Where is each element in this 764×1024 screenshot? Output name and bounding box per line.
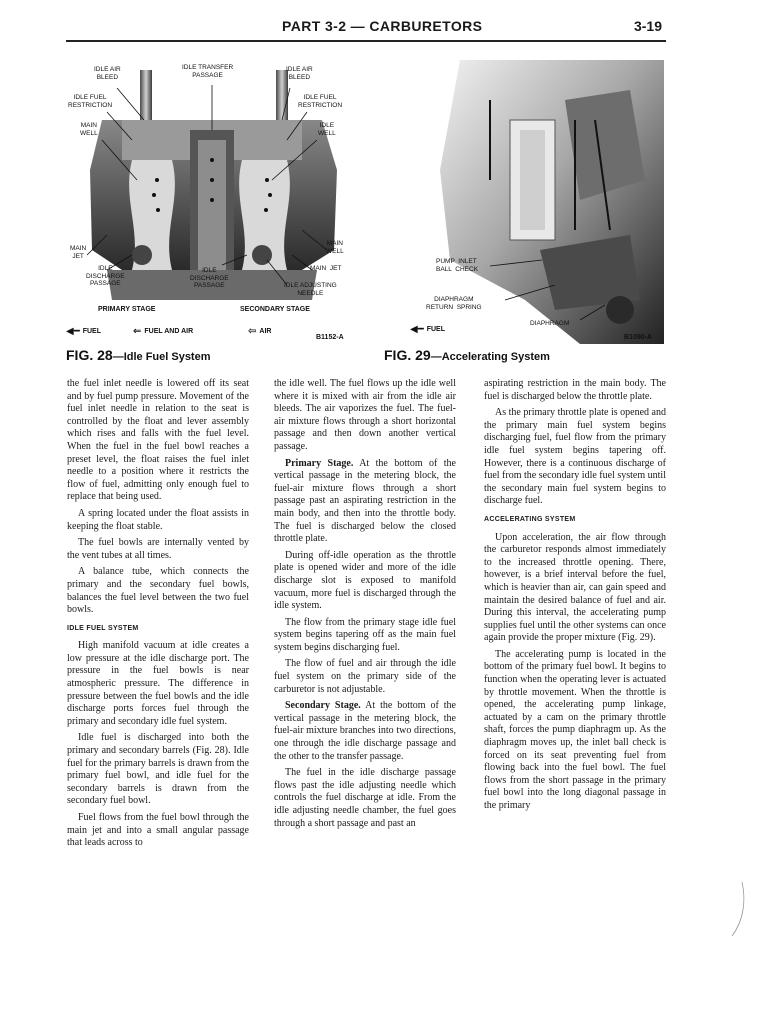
label-idle-transfer-passage: IDLE TRANSFER PASSAGE <box>182 64 234 79</box>
paragraph: aspirating restriction in the main body. The fuel is discharged below the throttle plate. <box>484 378 666 402</box>
paragraph-primary-stage: Primary Stage. At the bottom of the vertical passage in the metering block, the fuel-air mixture flows through a short passage past an aspirating restriction in the main body, and then into the throttle body. The fuel is discharged below the closed throttle plate. <box>274 457 456 545</box>
text-column-2 <box>274 378 456 834</box>
margin-pencil-mark <box>728 880 748 945</box>
fig28-code: B1152-A <box>316 334 344 341</box>
label-diaphragm-return-spring: DIAPHRAGM RETURN SPRING <box>426 296 482 311</box>
page-header <box>66 18 666 42</box>
paragraph: the idle well. The fuel flows up the idle well where it is mixed with air from the idle air bleeds. The air vaporizes the fuel. The fuel-air mixture flows through a short horizontal passage and then down another vertical passage. <box>274 378 456 452</box>
paragraph: The flow of fuel and air through the idle fuel system on the primary side of the carburetor is not adjustable. <box>274 658 456 695</box>
label-pump-inlet-ball-check: PUMP INLET BALL CHECK <box>436 258 479 273</box>
label-main-jet-left: MAIN JET <box>70 245 87 260</box>
fig28-legend-fuel: ◀━ FUEL <box>66 326 101 337</box>
label-primary-stage: PRIMARY STAGE <box>98 306 156 313</box>
label-main-well-left: MAIN WELL <box>80 122 98 137</box>
part-title: PART 3-2 — CARBURETORS <box>282 18 483 34</box>
paragraph: the fuel inlet needle is lowered off its seat and by fuel pump pressure. Movement of the fuel inlet needle in relation to the seat is controlled by the float and lever assembly which rises and falls with the fuel level. When the fuel in the fuel bowl reaches a preset level, the float raises the fuel inlet needle to a position where it restricts the flow of fuel, admitting only enough fuel to replace that being used. <box>67 378 249 503</box>
label-idle-well: IDLE WELL <box>318 122 336 137</box>
run-in-heading: Secondary Stage. <box>285 700 361 712</box>
label-idle-air-bleed-left: IDLE AIR BLEED <box>94 66 121 81</box>
fig28-illustration <box>62 60 362 350</box>
label-idle-air-bleed-right: IDLE AIR BLEED <box>286 66 313 81</box>
label-idle-discharge-left: IDLE DISCHARGE PASSAGE <box>86 265 125 287</box>
paragraph: The fuel bowls are internally vented by the vent tubes at all times. <box>67 537 249 561</box>
paragraph: The accelerating pump is located in the bottom of the primary fuel bowl. It begins to function when the operating lever is actuated by throttle movement. When the throttle is opened, the accelerating pump linkage, actuated by a cam on the primary throttle shaft, forces the pump diaphragm up. As the diaphragm moves up, the inlet ball check is forced on its seat preventing fuel from flowing back into the fuel bowl. The fuel flows from the short passage in the primary fuel bowl into the long diagonal passage in the primary <box>484 648 666 811</box>
paragraph: During off-idle operation as the throttle plate is opened wider and more of the idle discharge slot is exposed to manifold vacuum, more fuel is discharged through the idle system. <box>274 549 456 612</box>
page-number: 3-19 <box>633 18 662 34</box>
paragraph: A balance tube, which connects the primary and the secondary fuel bowls, balances the fuel level between the two fuel bowls. <box>67 566 249 616</box>
text-column-1 <box>67 378 249 854</box>
label-main-well-right: MAIN WELL <box>326 240 344 255</box>
fig29-caption: FIG. 29—Accelerating System <box>384 347 550 363</box>
paragraph: As the primary throttle plate is opened and the primary main fuel system begins discharging fuel, fuel flow from the primary idle fuel system begins tapering off. However, there is a continuous discharge of fuel from the secondary idle fuel system until the secondary main fuel system begins to discharge fuel. <box>484 407 666 507</box>
text-column-3 <box>484 378 666 817</box>
label-main-jet-right: MAIN JET <box>310 265 342 272</box>
paragraph: The fuel in the idle discharge passage flows past the idle adjusting needle which controls the fuel discharge at idle. From the idle adjusting needle chamber, the fuel goes through a short passage and past an <box>274 767 456 829</box>
section-heading-accelerating-system: ACCELERATING SYSTEM <box>484 515 576 523</box>
label-secondary-stage: SECONDARY STAGE <box>240 306 310 313</box>
air-arrow-icon: ⇦ <box>248 326 257 337</box>
run-in-heading: Primary Stage. <box>285 457 354 469</box>
section-heading-idle-fuel-system: IDLE FUEL SYSTEM <box>67 624 139 632</box>
fuel-arrow-icon: ◀━ <box>66 326 80 337</box>
fuel-arrow-icon: ◀━ <box>410 324 424 335</box>
label-diaphragm: DIAPHRAGM <box>530 320 570 327</box>
paragraph-secondary-stage: Secondary Stage. At the bottom of the vertical passage in the metering block, the fuel-air mixture branches into two directions, one through the idle discharge passage and the other to the transfer passage. <box>274 700 456 762</box>
label-idle-fuel-restriction-right: IDLE FUEL RESTRICTION <box>298 94 343 109</box>
paragraph: High manifold vacuum at idle creates a low pressure at the idle discharge port. The pressure in the fuel bowls is near atmospheric pressure. The difference in pressure between the fuel bowls and the idle discharge ports forces fuel through the primary and secondary idle fuel system. <box>67 640 249 727</box>
paragraph: The flow from the primary stage idle fuel system begins tapering off as the main fuel system begins discharging fuel. <box>274 616 456 653</box>
paragraph: Upon acceleration, the air flow through the carburetor responds almost immediately to the increased throttle opening. There, however, is a brief interval before the fuel, which is heavier than air, can gain speed and maintain the desired balance of fuel and air. During this interval, the accelerating pump supplies fuel until the other systems can once again provide the proper mixture (Fig. 29). <box>484 531 666 644</box>
fuel-and-air-arrow-icon: ⇐ <box>133 326 142 337</box>
fig28-legend-fuel-and-air: ⇐ FUEL AND AIR <box>133 326 194 337</box>
fig29-code: B1090-A <box>624 334 653 341</box>
label-idle-adjusting-needle: IDLE ADJUSTING NEEDLE <box>284 282 337 297</box>
fig28-legend-air: ⇦ AIR <box>248 326 272 337</box>
fig29-legend-fuel: ◀━ FUEL <box>410 324 445 335</box>
paragraph: Fuel flows from the fuel bowl through the main jet and into a small angular passage that leads across to <box>67 812 249 849</box>
fig28-caption: FIG. 28—Idle Fuel System <box>66 347 211 363</box>
paragraph: A spring located under the float assists in keeping the float stable. <box>67 507 249 532</box>
label-idle-discharge-center: IDLE DISCHARGE PASSAGE <box>190 267 229 289</box>
paragraph: Idle fuel is discharged into both the primary and secondary barrels (Fig. 28). Idle fuel for the primary barrels is drawn from the primary fuel bowl, and idle fuel for the secondary barrels is drawn from the secondary fuel bowl. <box>67 732 249 807</box>
label-idle-fuel-restriction-left: IDLE FUEL RESTRICTION <box>68 94 113 109</box>
